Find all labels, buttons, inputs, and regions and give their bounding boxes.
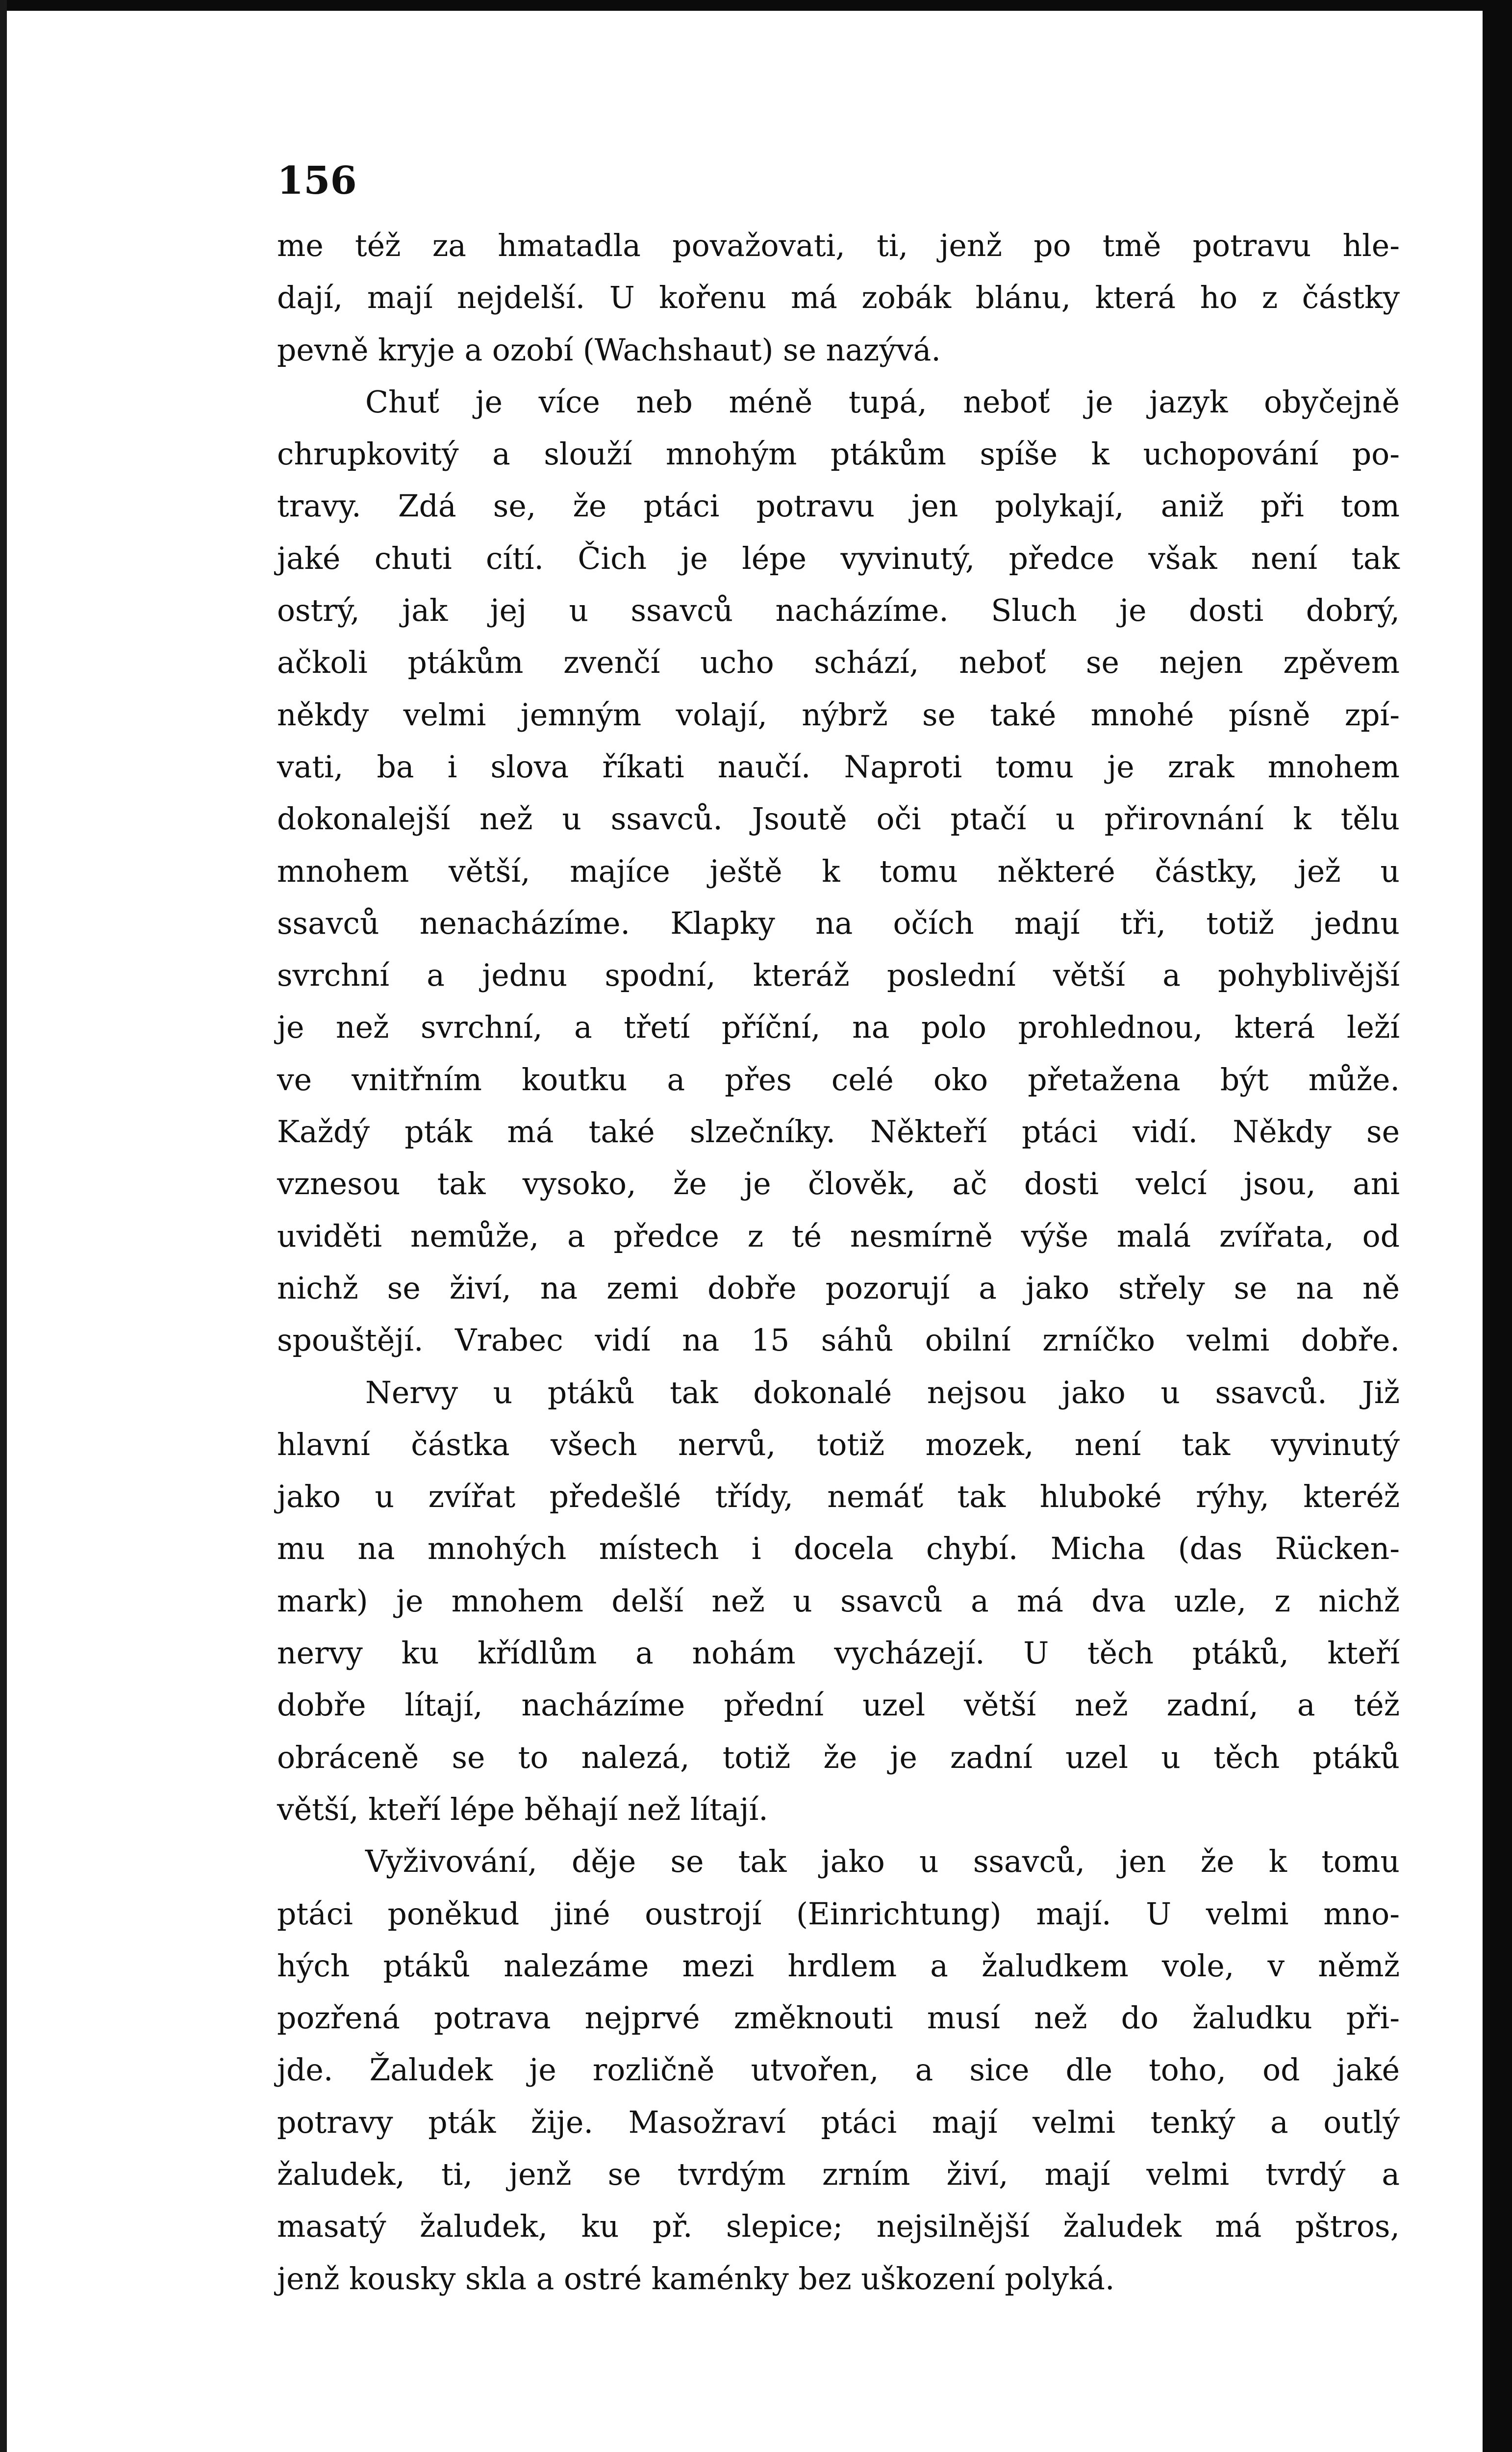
text-line: chrupkovitý a slouží mnohým ptákům spíše k uchopování po- bbox=[277, 436, 1400, 472]
text-line: větší, kteří lépe běhají než lítají. bbox=[277, 1791, 768, 1827]
text-line: hlavní částka všech nervů, totiž mozek, není tak vyvinutý bbox=[277, 1427, 1400, 1462]
text-line: dokonalejší než u ssavců. Jsoutě oči ptačí u přirovnání k tělu bbox=[277, 801, 1400, 837]
text-line: pozřená potrava nejprvé změknouti musí než do žaludku při- bbox=[277, 2000, 1400, 2036]
text-line: dají, mají nejdelší. U kořenu má zobák blánu, která ho z částky bbox=[277, 280, 1400, 316]
text-line: jde. Žaludek je rozličně utvořen, a sice dle toho, od jaké bbox=[277, 2052, 1400, 2088]
scan-right-border bbox=[1483, 0, 1512, 2452]
page-number: 156 bbox=[277, 158, 357, 203]
text-line: mnohem větší, majíce ještě k tomu některé částky, jež u bbox=[277, 853, 1400, 889]
text-line: jako u zvířat předešlé třídy, nemáť tak hluboké rýhy, kteréž bbox=[277, 1479, 1400, 1515]
text-line: me též za hmatadla považovati, ti, jenž po tmě potravu hle- bbox=[277, 228, 1400, 263]
text-line: vati, ba i slova říkati naučí. Naproti tomu je zrak mnohem bbox=[277, 749, 1400, 785]
text-line: mu na mnohých místech i docela chybí. Micha (das Rücken- bbox=[277, 1531, 1400, 1567]
page-text bbox=[277, 220, 1400, 2305]
text-line: uviděti nemůže, a předce z té nesmírně výše malá zvířata, od bbox=[277, 1218, 1400, 1254]
text-line: je než svrchní, a třetí příční, na polo prohlednou, která leží bbox=[277, 1010, 1400, 1046]
text-line: potravy pták žije. Masožraví ptáci mají velmi tenký a outlý bbox=[277, 2104, 1400, 2140]
paragraph bbox=[277, 1836, 1400, 2305]
scan-left-edge bbox=[0, 0, 7, 2452]
paragraph bbox=[277, 1367, 1400, 1836]
paragraph bbox=[277, 376, 1400, 1367]
scan-top-edge bbox=[0, 0, 1512, 11]
text-line: ačkoli ptákům zvenčí ucho schází, neboť se nejen zpěvem bbox=[277, 645, 1400, 681]
text-line: svrchní a jednu spodní, kteráž poslední větší a pohyblivější bbox=[277, 958, 1400, 994]
text-line: spouštějí. Vrabec vidí na 15 sáhů obilní zrníčko velmi dobře. bbox=[277, 1323, 1400, 1358]
text-line: hých ptáků nalezáme mezi hrdlem a žaludkem vole, v němž bbox=[277, 1948, 1400, 1984]
text-line: dobře lítají, nacházíme přední uzel větší než zadní, a též bbox=[277, 1687, 1400, 1723]
text-line: ostrý, jak jej u ssavců nacházíme. Sluch je dosti dobrý, bbox=[277, 593, 1400, 629]
text-line: ve vnitřním koutku a přes celé oko přetažena být může. bbox=[277, 1062, 1400, 1098]
text-line: mark) je mnohem delší než u ssavců a má dva uzle, z nichž bbox=[277, 1583, 1400, 1619]
text-line: nichž se živí, na zemi dobře pozorují a jako střely se na ně bbox=[277, 1270, 1400, 1306]
text-line: Každý pták má také slzečníky. Někteří ptáci vidí. Někdy se bbox=[277, 1114, 1400, 1150]
book-page bbox=[277, 158, 1400, 2305]
text-line: ptáci poněkud jiné oustrojí (Einrichtung) mají. U velmi mno- bbox=[277, 1896, 1400, 1932]
text-line: Nervy u ptáků tak dokonalé nejsou jako u ssavců. Již bbox=[365, 1375, 1400, 1410]
text-line: jenž kousky skla a ostré kaménky bez uškození polyká. bbox=[277, 2261, 1115, 2297]
text-line: Vyživování, děje se tak jako u ssavců, jen že k tomu bbox=[365, 1844, 1400, 1880]
text-line: travy. Zdá se, že ptáci potravu jen polykají, aniž při tom bbox=[277, 488, 1400, 524]
paragraph bbox=[277, 220, 1400, 376]
text-line: někdy velmi jemným volají, nýbrž se také mnohé písně zpí- bbox=[277, 697, 1400, 733]
text-line: vznesou tak vysoko, že je člověk, ač dosti velcí jsou, ani bbox=[277, 1166, 1400, 1202]
text-line: masatý žaludek, ku př. slepice; nejsilnější žaludek má pštros, bbox=[277, 2209, 1400, 2245]
text-line: Chuť je více neb méně tupá, neboť je jazyk obyčejně bbox=[365, 384, 1400, 420]
text-line: ssavců nenacházíme. Klapky na očích mají tři, totiž jednu bbox=[277, 905, 1400, 941]
text-line: žaludek, ti, jenž se tvrdým zrním živí, mají velmi tvrdý a bbox=[277, 2156, 1400, 2192]
text-line: nervy ku křídlům a nohám vycházejí. U těch ptáků, kteří bbox=[277, 1635, 1400, 1671]
text-line: jaké chuti cítí. Čich je lépe vyvinutý, předce však není tak bbox=[277, 540, 1400, 576]
text-line: obráceně se to nalezá, totiž že je zadní uzel u těch ptáků bbox=[277, 1739, 1400, 1775]
text-line: pevně kryje a ozobí (Wachshaut) se nazývá. bbox=[277, 332, 941, 368]
